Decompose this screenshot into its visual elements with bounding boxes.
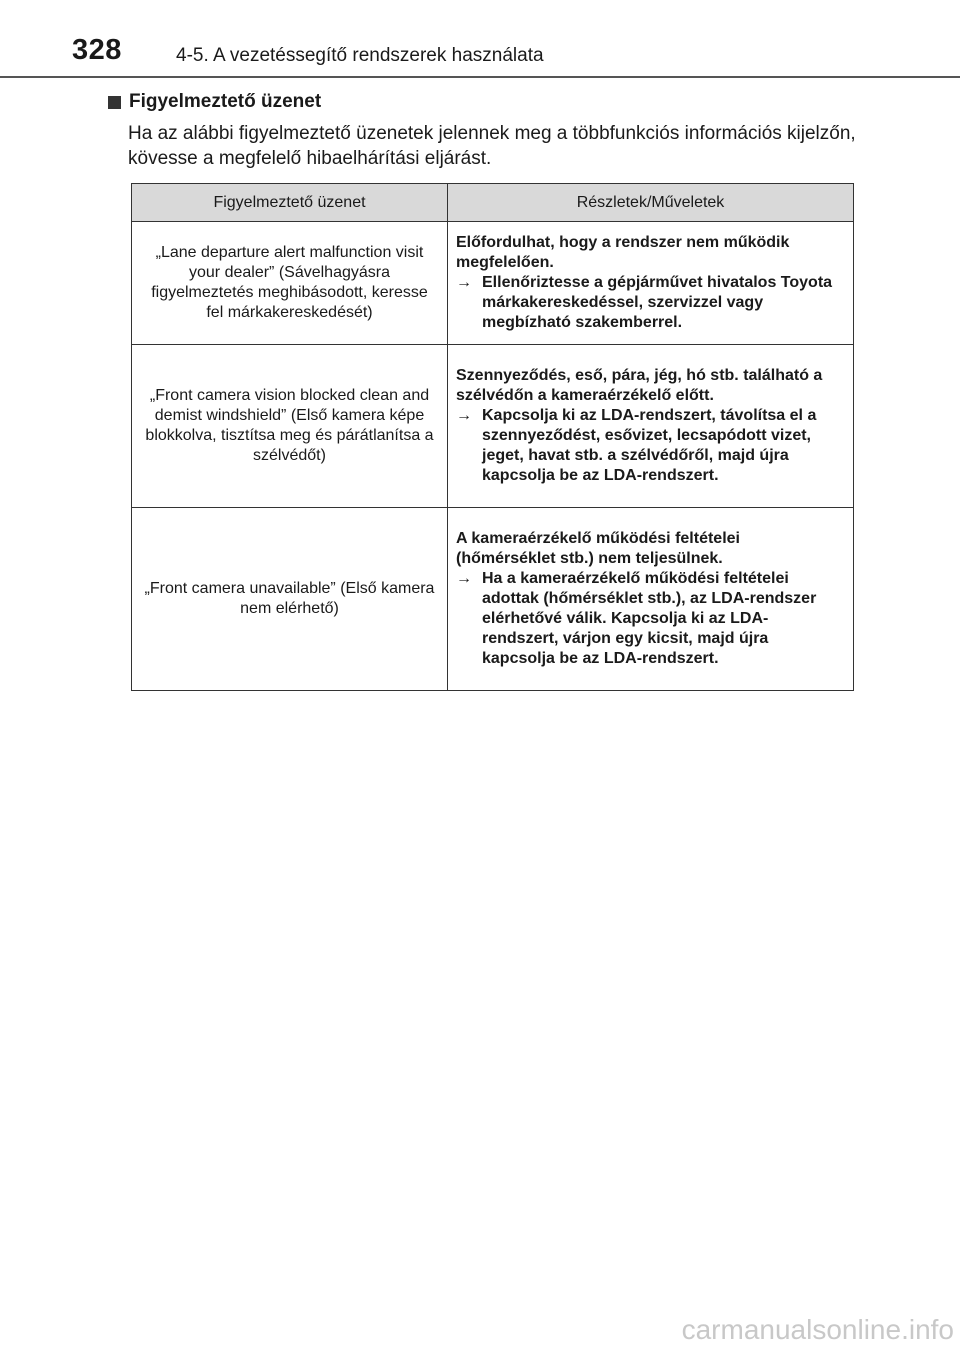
details-cell	[448, 222, 854, 345]
cause-text: A kameraérzékelő működési feltételei (hőmérséklet stb.) nem teljesülnek.	[456, 530, 740, 567]
action-text: Ellenőriztesse a gépjárművet hivatalos Toyota márkakereskedéssel, szervizzel vagy megbízható szakemberrel.	[482, 274, 833, 331]
message-cell: „Lane departure alert malfunction visit your dealer” (Sávelhagyásra figyelmeztetés meghibásodott, keresse fel márkakereskedését)	[132, 222, 448, 345]
details-cell	[448, 508, 854, 691]
cause-text: Előfordulhat, hogy a rendszer nem működik megfelelően.	[456, 234, 790, 271]
warning-message-table	[131, 183, 854, 691]
table-row	[132, 508, 854, 691]
page-number: 328	[72, 34, 122, 66]
chapter-title: 4-5. A vezetéssegítő rendszerek használata	[176, 45, 544, 66]
message-cell: „Front camera unavailable” (Első kamera nem elérhető)	[132, 508, 448, 691]
column-header-details: Részletek/Műveletek	[448, 184, 854, 222]
action-text: Kapcsolja ki az LDA-rendszert, távolítsa el a szennyeződést, esővizet, lecsapódott vizet, jeget, havat stb. a szélvédőről, majd újra kapcsolja be az LDA-rendszert.	[482, 407, 817, 484]
details-cell	[448, 345, 854, 508]
square-bullet-icon	[108, 96, 121, 109]
warning-message-section	[108, 91, 868, 171]
section-intro: Ha az alábbi figyelmeztető üzenetek jelennek meg a többfunkciós információs kijelzőn, kövesse a megfelelő hibaelhárítási eljárást.	[128, 123, 856, 169]
section-heading	[108, 91, 868, 113]
action-item	[456, 569, 843, 669]
table-row	[132, 345, 854, 508]
header-divider	[0, 76, 960, 78]
cause-text: Szennyeződés, eső, pára, jég, hó stb. található a szélvédőn a kameraérzékelő előtt.	[456, 367, 823, 404]
action-text: Ha a kameraérzékelő működési feltételei adottak (hőmérséklet stb.), az LDA-rendszer elérhetővé válik. Kapcsolja ki az LDA-rendszert, várjon egy kicsit, majd újra kapcsolja be az LDA-rendszert.	[482, 570, 817, 667]
table-row	[132, 222, 854, 345]
arrow-right-icon: →	[456, 274, 472, 291]
arrow-right-icon: →	[456, 570, 472, 587]
action-item	[456, 406, 843, 486]
watermark: carmanualsonline.info	[681, 1314, 954, 1345]
section-heading-text: Figyelmeztető üzenet	[129, 91, 322, 112]
page-header	[0, 0, 960, 78]
action-item	[456, 273, 843, 333]
arrow-right-icon: →	[456, 407, 472, 424]
column-header-message: Figyelmeztető üzenet	[132, 184, 448, 222]
message-cell: „Front camera vision blocked clean and demist windshield” (Első kamera képe blokkolva, tisztítsa meg és párátlanítsa a szélvédőt)	[132, 345, 448, 508]
table-header-row	[132, 184, 854, 222]
